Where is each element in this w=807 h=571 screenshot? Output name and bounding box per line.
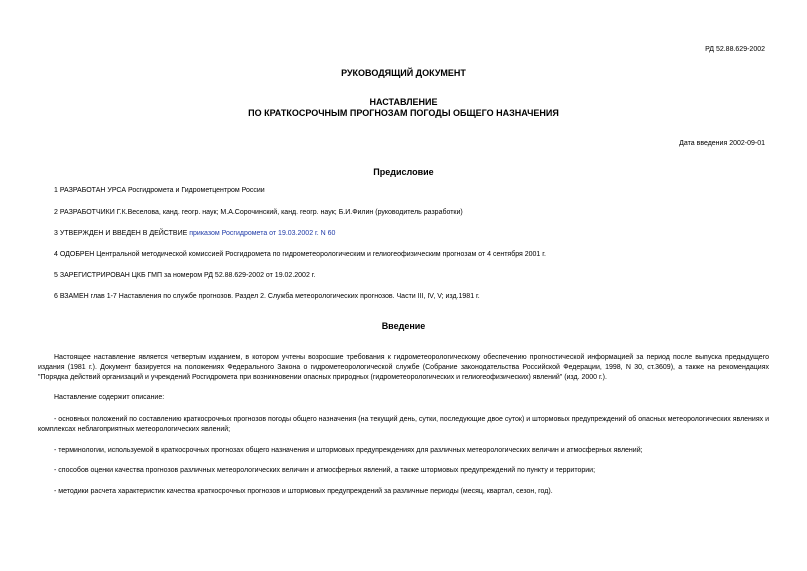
intro-paragraph: Наставление содержит описание: xyxy=(54,394,165,401)
preface-item: 4 ОДОБРЕН Центральной методической комиссией Росгидромета по гидрометеорологическим и гелиогеофизическим прогнозам от 4 сентября 2001 г. xyxy=(54,251,546,258)
intro-bullet: - способов оценки качества прогнозов различных метеорологических величин и атмосферных явлений, а также штормовых предупреждений по пункту и территории; xyxy=(54,467,596,474)
preface-item-3-text: 3 УТВЕРЖДЕН И ВВЕДЕН В ДЕЙСТВИЕ xyxy=(54,230,190,237)
preface-item: 1 РАЗРАБОТАН УРСА Росгидромета и Гидрометцентром России xyxy=(54,187,265,194)
preface-heading: Предисловие xyxy=(373,167,434,177)
preface-item: 5 ЗАРЕГИСТРИРОВАН ЦКБ ГМП за номером РД 52.88.629-2002 от 19.02.2002 г. xyxy=(54,272,316,279)
order-link[interactable]: приказом Росгидромета от 19.03.2002 г. N 60 xyxy=(189,230,336,237)
preface-item: 6 ВЗАМЕН глав 1-7 Наставления по службе прогнозов. Раздел 2. Служба метеорологических прогнозов. Части III, IV, V; изд.1981 г. xyxy=(54,293,480,300)
document-type: РУКОВОДЯЩИЙ ДОКУМЕНТ xyxy=(341,68,466,78)
document-code: РД 52.88.629-2002 xyxy=(705,46,765,53)
intro-bullet: - терминологии, используемой в краткосрочных прогнозах общего назначения и штормовых предупреждениях для различных метеорологических величин и атмосферных явлений; xyxy=(54,447,643,454)
intro-date: Дата введения 2002-09-01 xyxy=(679,140,765,147)
intro-bullet: - методики расчета характеристик качества краткосрочных прогнозов и штормовых предупреждений за различные периоды (месяц, квартал, сезон, год). xyxy=(54,488,553,495)
intro-heading: Введение xyxy=(381,321,426,331)
title-line-2: ПО КРАТКОСРОЧНЫМ ПРОГНОЗАМ ПОГОДЫ ОБЩЕГО НАЗНАЧЕНИЯ xyxy=(248,108,559,118)
intro-bullet: - основных положений по составлению краткосрочных прогнозов погоды общего назначения (на текущий день, сутки, последующие двое суток) и штормовых предупреждений об опасных метеорологических явлениях и комплексах неблагоприятных метеорологических явлений; xyxy=(38,416,769,433)
intro-paragraph: Настоящее наставление является четвертым изданием, в котором учтены возросшие требования к гидрометеорологическому обеспечению прогностической информацией за период после выпуска предыдущего издания (1981 г.). Документ базируется на положениях Федерального Закона о гидрометеорологической службе (Собрание законодательства Российской Федерации, 1998, N 30, ст.3609), а также на рекомендациях "Порядка действий организаций и учреждений Росгидромета при возникновении опасных природных (гидрометеорологических и гелиогеофизических) явлений" (изд. 2000 г.). xyxy=(38,354,769,381)
preface-item xyxy=(38,229,769,239)
preface-item: 2 РАЗРАБОТЧИКИ Г.К.Веселова, канд. геогр. наук; М.А.Сорочинский, канд. геогр. наук; Б.И.Филин (руководитель разработки) xyxy=(54,209,463,216)
title-line-1: НАСТАВЛЕНИЕ xyxy=(369,97,438,107)
